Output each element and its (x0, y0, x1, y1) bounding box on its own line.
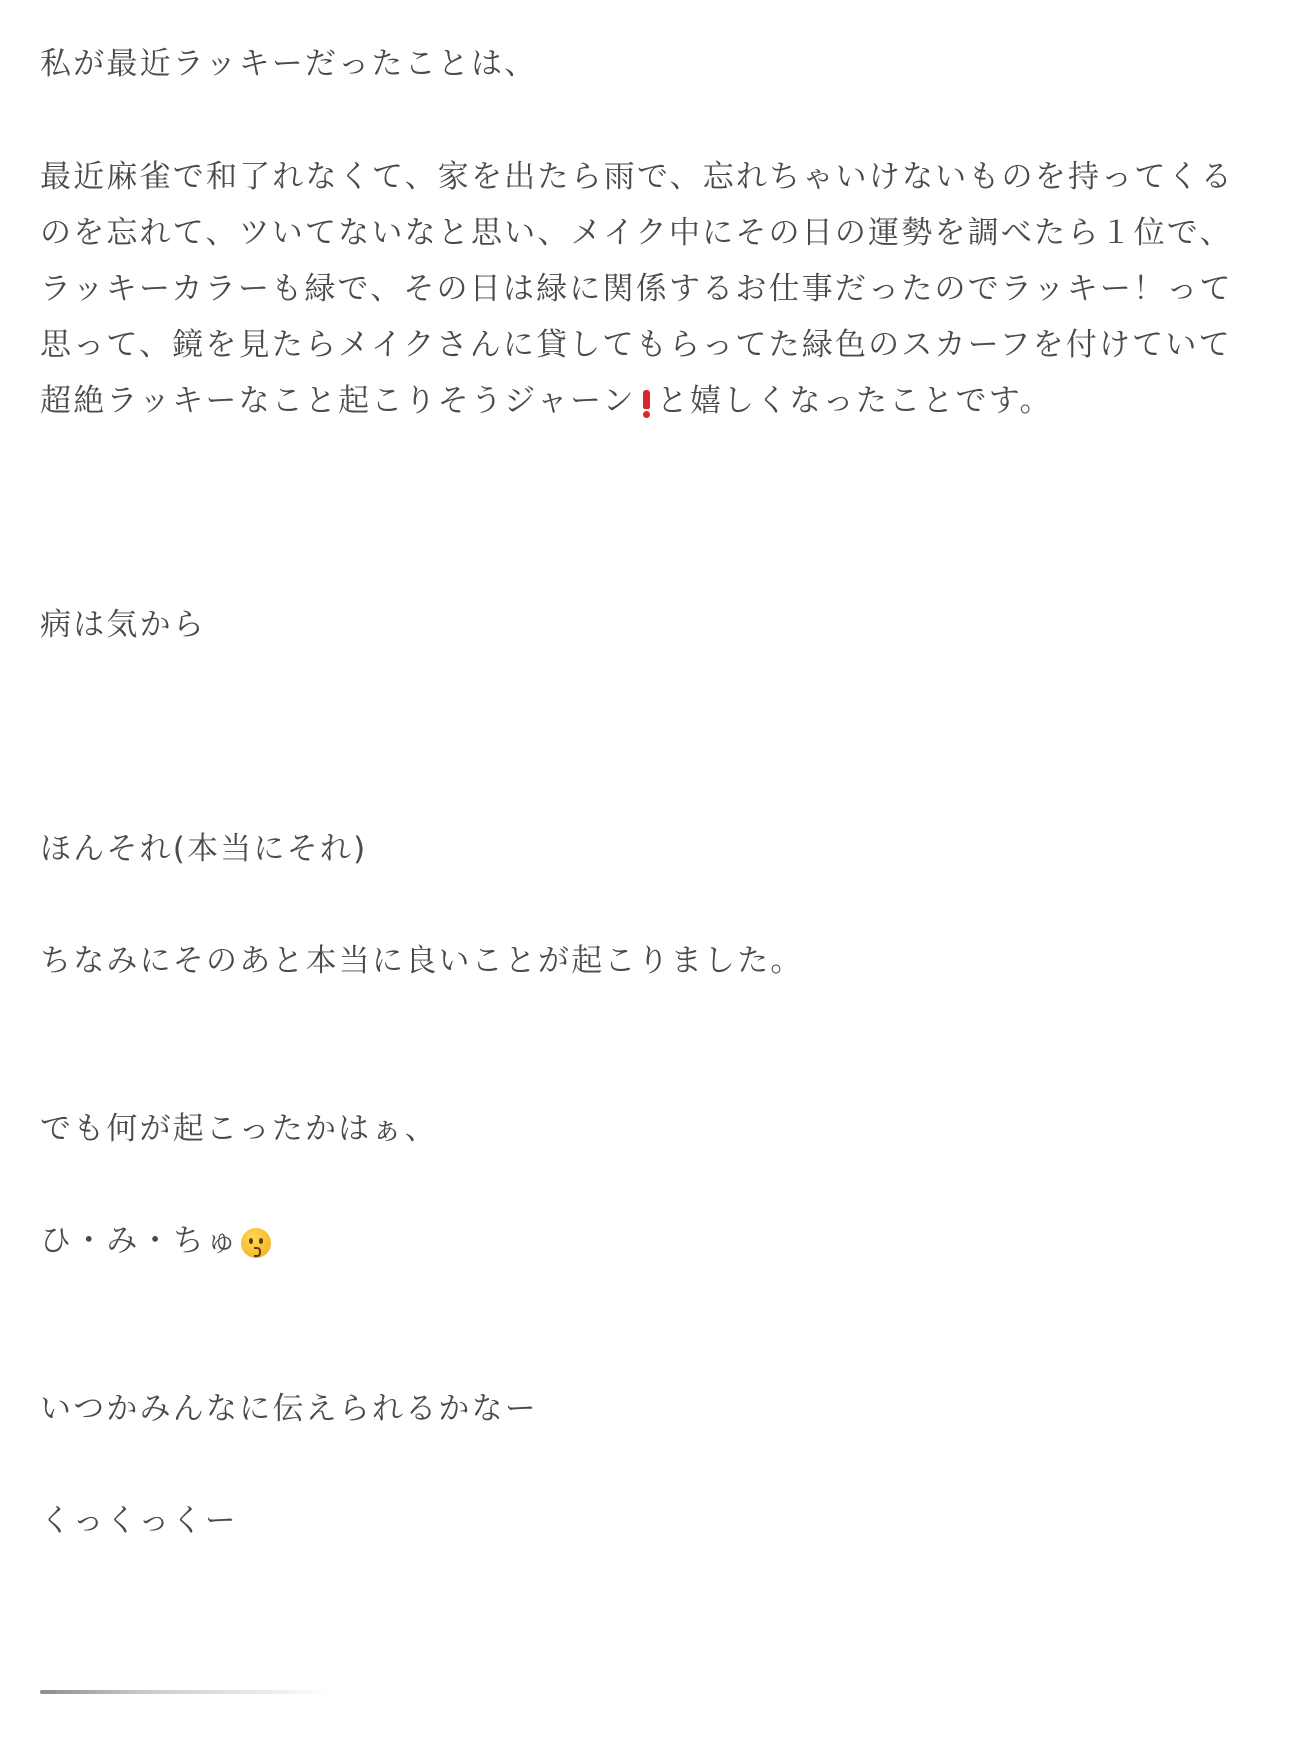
secret-text: ひ・み・ちゅ (40, 1223, 240, 1259)
someday-line: いつかみんなに伝えられるかなー (40, 1391, 538, 1427)
paragraph-line-2: のを忘れて、ツいてないなと思い、メイク中にその日の運勢を調べたら１位で、 (40, 215, 1233, 251)
laugh-line: くっくっくー (40, 1503, 238, 1539)
but-what-line: でも何が起こったかはぁ、 (40, 1111, 438, 1147)
paragraph-line-1: 最近麻雀で和了れなくて、家を出たら雨で、忘れちゃいけないものを持ってくる (40, 159, 1234, 195)
paragraph-line-3: ラッキーカラーも緑で、その日は緑に関係するお仕事だったのでラッキー！って (40, 271, 1233, 307)
proverb-line: 病は気から (40, 607, 206, 643)
intro-line: 私が最近ラッキーだったことは、 (40, 46, 538, 82)
secret-line (40, 1219, 271, 1263)
paragraph-line-5-after: と嬉しくなったことです。 (656, 383, 1053, 419)
kissing-face-icon (241, 1228, 271, 1258)
afterwards-line: ちなみにそのあと本当に良いことが起こりました。 (40, 943, 804, 979)
bottom-divider (40, 1690, 330, 1694)
red-exclamation-icon (642, 388, 651, 418)
honsore-line: ほんそれ(本当にそれ) (40, 831, 368, 867)
paragraph-line-5 (40, 379, 1053, 423)
paragraph-line-4: 思って、鏡を見たらメイクさんに貸してもらってた緑色のスカーフを付けていて (40, 327, 1232, 363)
paragraph-line-5-before: 超絶ラッキーなこと起こりそうジャーン (40, 383, 636, 419)
